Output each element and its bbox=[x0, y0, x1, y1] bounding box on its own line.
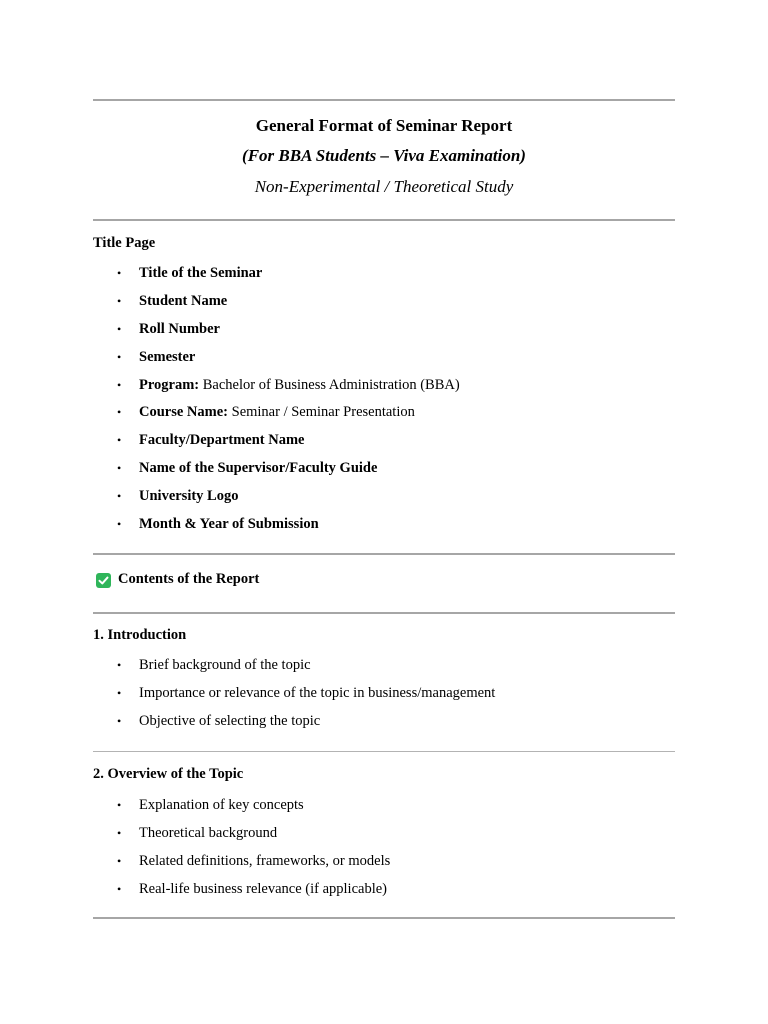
section-heading-overview: 2. Overview of the Topic bbox=[93, 766, 244, 782]
divider-contents-top bbox=[93, 553, 675, 555]
divider-header bbox=[93, 219, 675, 221]
title-page-heading: Title Page bbox=[93, 235, 156, 251]
contents-heading: Contents of the Report bbox=[118, 571, 260, 587]
divider-top bbox=[93, 99, 675, 101]
document-subtitle: (For BBA Students – Viva Examination) bbox=[242, 146, 526, 165]
check-box-icon bbox=[96, 573, 111, 588]
divider-sections bbox=[93, 751, 675, 752]
document-title: General Format of Seminar Report bbox=[255, 116, 513, 135]
section-heading-introduction: 1. Introduction bbox=[93, 627, 187, 643]
divider-contents-bottom bbox=[93, 612, 675, 614]
study-type: Non-Experimental / Theoretical Study bbox=[254, 177, 514, 196]
divider-bottom bbox=[93, 917, 675, 919]
